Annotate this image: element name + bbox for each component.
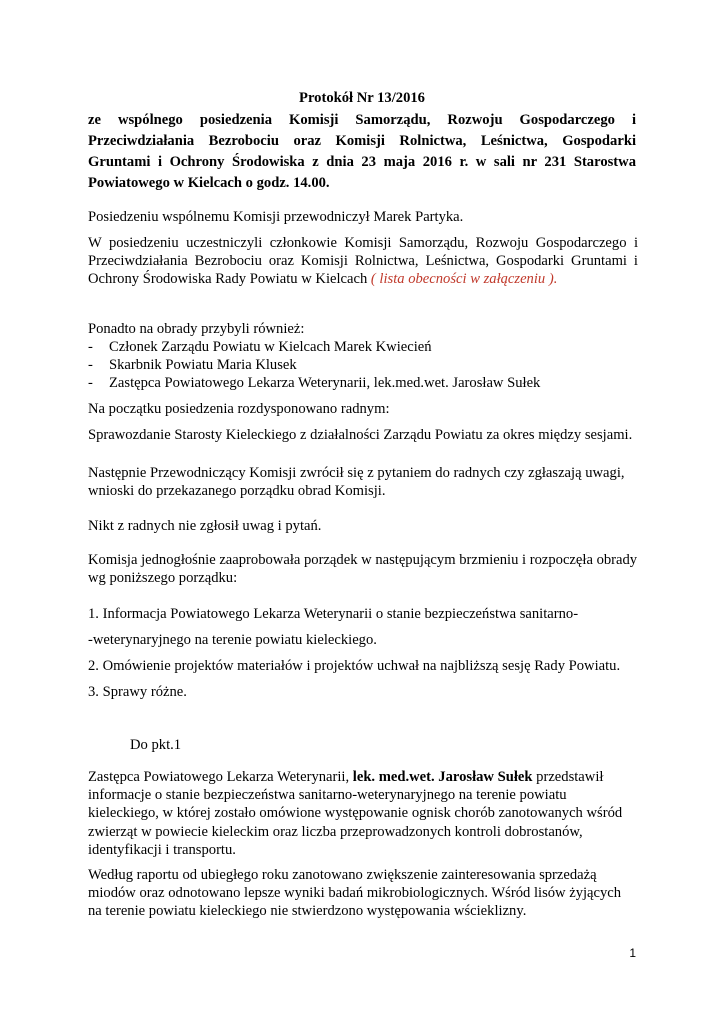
speaker-intro-text: Zastępca Powiatowego Lekarza Weterynarii, [88,769,353,785]
chair-paragraph: Posiedzeniu wspólnemu Komisji przewodniczył Marek Partyka. [88,209,464,225]
agenda-item-2: 2. Omówienie projektów materiałów i projektów uchwał na najbliższą sesję Rady Powiatu. [88,658,621,674]
list-item [88,338,648,356]
no-remarks-paragraph: Nikt z radnych nie zgłosił uwag i pytań. [88,518,322,534]
speaker-after-text: przedstawił [532,769,604,785]
list-item [88,374,648,392]
members-text: W posiedzeniu uczestniczyli członkowie Komisji Samorządu, Rozwoju Gospodarczego i Przeciwdziałania Bezrobociu oraz Komisji Rolnictwa, Leśnictwa, Gospodarki Gruntami i Ochrony Środowiska Rady Powiatu w Kielcach [88,235,638,288]
list-dash: - [88,339,93,355]
agenda-item-3: 3. Sprawy różne. [88,684,187,700]
agenda-item-1-line-2: -weterynaryjnego na terenie powiatu kieleckiego. [88,632,377,648]
page-number: 1 [629,946,636,960]
attendance-note: ( lista obecności w załączeniu ). [370,271,558,288]
document-title: Protokół Nr 13/2016 [299,90,425,106]
speaker-name: lek. med.wet. Jarosław Sułek [352,769,533,785]
guests-list [88,338,648,393]
guests-heading: Ponadto na obrady przybyli również: [88,321,305,337]
question-paragraph: Następnie Przewodniczący Komisji zwrócił się z pytaniem do radnych czy zgłaszają uwagi, wnioski do przekazanego porządku obrad Komisji. [88,465,625,500]
list-item [88,356,648,374]
members-paragraph [88,234,638,289]
meeting-intro: ze wspólnego posiedzenia Komisji Samorządu, Rozwoju Gospodarczego i Przeciwdziałania Bezrobociu oraz Komisji Rolnictwa, Leśnictwa, Gospodarki Gruntami i Ochrony Środowiska z dnia 23 maja 2016 r. w sali nr 231 Starostwa Powiatowego w Kielcach o godz. 14.00. [88,112,636,191]
paragraph-line: identyfikacji i transportu. [88,841,236,858]
list-item-text: Skarbnik Powiatu Maria Klusek [109,357,297,374]
approved-paragraph: Komisja jednogłośnie zaaprobowała porządek w następującym brzmieniu i rozpoczęła obrady wg poniższego porządku: [88,552,638,587]
list-item-text: Członek Zarządu Powiatu w Kielcach Marek Kwiecień [109,339,432,355]
distributed-item: Sprawozdanie Starosty Kieleckiego z działalności Zarządu Powiatu za okres między sesjami. [88,427,633,443]
list-dash: - [88,375,93,392]
paragraph-line: Według raportu od ubiegłego roku zanotowano zwiększenie zainteresowania sprzedażą [88,867,597,883]
paragraph-line: informacje o stanie bezpieczeństwa sanitarno-weterynaryjnego na terenie powiatu [88,787,567,804]
distributed-heading: Na początku posiedzenia rozdysponowano radnym: [88,401,390,417]
paragraph-line [88,768,648,786]
point-1-heading: Do pkt.1 [130,737,182,753]
point-1-paragraph [88,768,648,859]
agenda-item-1-line-1: 1. Informacja Powiatowego Lekarza Weterynarii o stanie bezpieczeństwa sanitarno- [88,606,579,622]
paragraph-line: kieleckiego, w której zostało omówione występowanie ognisk chorób zanotowanych wśród [88,805,623,822]
list-item-text: Zastępca Powiatowego Lekarza Weterynarii, lek.med.wet. Jarosław Sułek [109,375,541,392]
paragraph-line: na terenie powiatu kieleckiego nie stwierdzono występowania wścieklizny. [88,903,527,920]
list-dash: - [88,357,93,374]
paragraph-line: miodów oraz odnotowano lepsze wyniki badań mikrobiologicznych. Wśród lisów żyjących [88,885,622,902]
paragraph-line: zwierząt w powiecie kieleckim oraz liczba przeprowadzonych kontroli dobrostanów, [88,823,583,840]
report-paragraph [88,866,648,921]
